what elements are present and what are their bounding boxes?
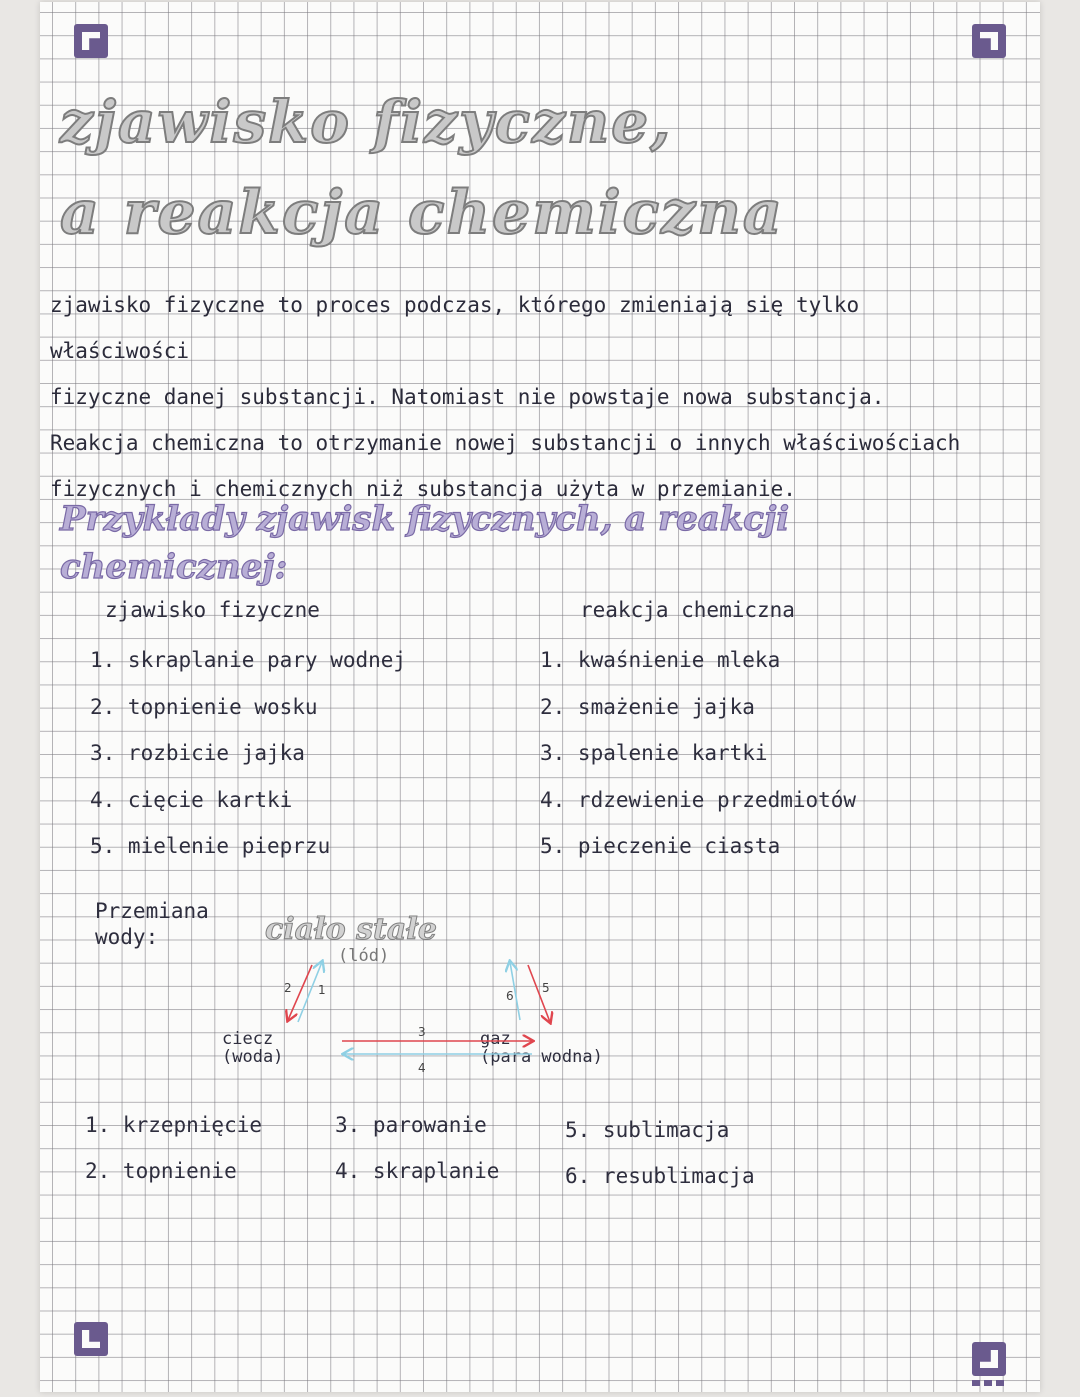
physical-column-header: zjawisko fizyczne	[105, 598, 320, 622]
list-item: 2. topnienie	[85, 1159, 237, 1183]
page-title-line1: zjawisko fizyczne,	[60, 88, 673, 156]
corner-mark-top-left	[74, 24, 108, 58]
paragraph-line: zjawisko fizyczne to proces podczas, którego zmieniają się tylko właściwości	[50, 293, 860, 363]
paragraph-line: fizyczne danej substancji. Natomiast nie powstaje nowa substancja.	[50, 385, 885, 409]
list-item: 5. pieczenie ciasta	[540, 834, 781, 858]
phase-list-1	[85, 1105, 262, 1197]
corner-dots	[972, 1380, 1006, 1386]
physical-examples-list	[90, 640, 406, 873]
examples-title: Przykłady zjawisk fizycznych, a reakcji chemicznej:	[60, 499, 790, 587]
corner-mark-bottom-left	[74, 1322, 108, 1356]
state-liquid-name: ciecz	[222, 1029, 274, 1049]
phase-diagram	[220, 950, 580, 1100]
definition-paragraph	[50, 282, 970, 512]
arrow-label-4: 4	[418, 1061, 426, 1075]
state-gas-sub: (para wodna)	[480, 1047, 603, 1067]
list-item: 2. smażenie jajka	[540, 694, 755, 719]
list-item: 3. rozbicie jajka	[90, 741, 305, 765]
paragraph-line: fizycznych i chemicznych niż substancja użyta w przemianie.	[50, 477, 796, 501]
arrow-label-2: 2	[284, 981, 292, 995]
phase-list-2	[335, 1105, 499, 1197]
state-liquid-sub: (woda)	[222, 1047, 284, 1067]
chemical-column-header: reakcja chemiczna	[580, 598, 795, 622]
list-item: 5. sublimacja	[565, 1118, 730, 1142]
list-item: 3. parowanie	[335, 1113, 487, 1137]
arrow-label-3: 3	[418, 1025, 426, 1039]
state-solid-label: ciało stałe	[265, 912, 437, 947]
arrow-label-5: 5	[542, 981, 550, 995]
chemical-examples-list	[540, 640, 856, 873]
state-solid-sub: (lód)	[338, 946, 390, 966]
list-item: 6. resublimacja	[565, 1164, 755, 1188]
list-item: 1. kwaśnienie mleka	[540, 648, 781, 672]
page-title-line2: a reakcja chemiczna	[60, 178, 784, 248]
water-transformation-label: Przemiana wody:	[95, 899, 209, 949]
list-item: 4. cięcie kartki	[90, 787, 293, 812]
list-item: 4. rdzewienie przedmiotów	[540, 787, 857, 812]
list-item: 1. krzepnięcie	[85, 1113, 263, 1137]
list-item: 1. skraplanie pary wodnej	[90, 648, 407, 672]
list-item: 5. mielenie pieprzu	[90, 834, 331, 858]
corner-mark-top-right	[972, 24, 1006, 58]
phase-list-3	[565, 1110, 755, 1202]
paragraph-line: Reakcja chemiczna to otrzymanie nowej substancji o innych właściwościach	[50, 431, 961, 455]
state-gas-name: gaz	[480, 1029, 511, 1049]
list-item: 4. skraplanie	[335, 1159, 500, 1183]
list-item: 3. spalenie kartki	[540, 741, 768, 765]
list-item: 2. topnienie wosku	[90, 694, 318, 719]
arrow-label-6: 6	[506, 989, 514, 1003]
arrow-label-1: 1	[318, 983, 326, 997]
corner-mark-bottom-right	[972, 1342, 1006, 1376]
